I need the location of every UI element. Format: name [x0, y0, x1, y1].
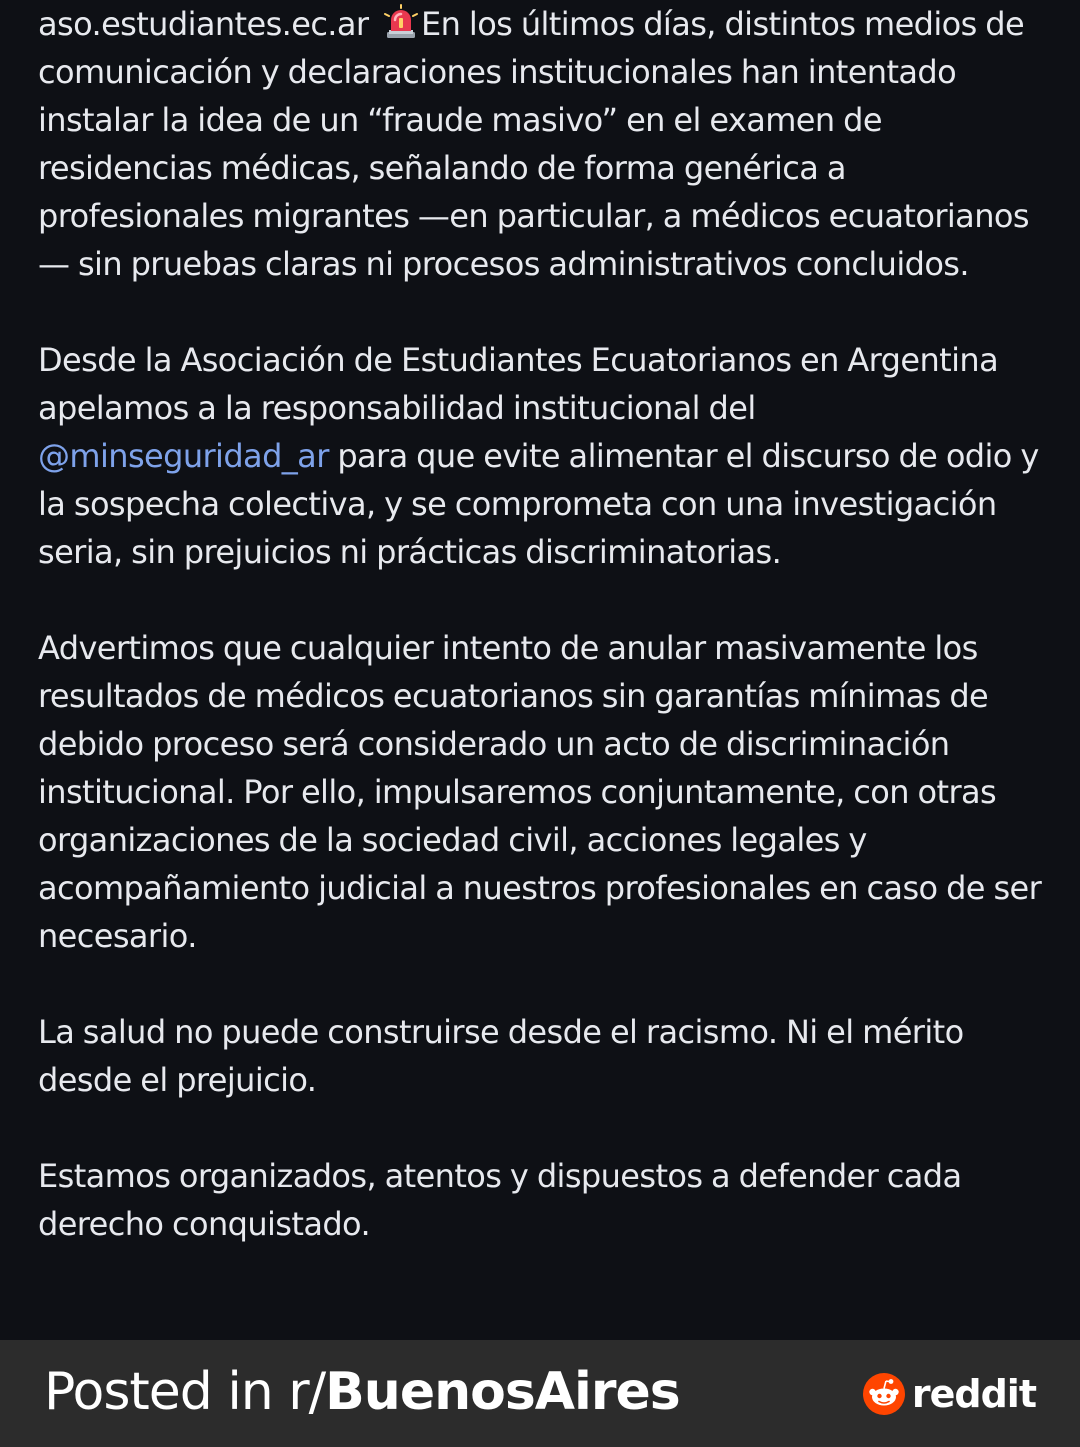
reddit-wordmark: reddit	[911, 1372, 1036, 1416]
paragraph-2-before: Desde la Asociación de Estudiantes Ecuatorianos en Argentina apelamos a la responsabilidad institucional del	[38, 341, 999, 427]
author-username[interactable]: aso.estudiantes.ec.ar	[38, 5, 369, 43]
post-body	[38, 0, 1046, 1248]
post-paragraph-4: La salud no puede construirse desde el racismo. Ni el mérito desde el prejuicio.	[38, 1013, 964, 1099]
posted-prefix: Posted in r/	[44, 1362, 326, 1422]
post-paragraph-2	[38, 336, 1046, 576]
reddit-logo[interactable]	[862, 1370, 1036, 1418]
post-paragraph-5: Estamos organizados, atentos y dispuestos a defender cada derecho conquistado.	[38, 1157, 962, 1243]
subreddit-link[interactable]: BuenosAires	[325, 1362, 680, 1422]
posted-in-label	[44, 1362, 680, 1422]
reddit-snoo-icon	[862, 1372, 906, 1416]
footer-bar	[0, 1340, 1080, 1447]
post-paragraph-1	[38, 0, 1046, 288]
mention-link[interactable]: @minseguridad_ar	[38, 437, 329, 475]
post-paragraph-3: Advertimos que cualquier intento de anular masivamente los resultados de médicos ecuatorianos sin garantías mínimas de debido proceso será considerado un acto de discriminación institucional. Por ello, impulsaremos conjuntamente, con otras organizaciones de la sociedad civil, acciones legales y acompañamiento judicial a nuestros profesionales en caso de ser necesario.	[38, 629, 1042, 955]
paragraph-2-after: para que evite alimentar el discurso de odio y la sospecha colectiva, y se comprometa con una investigación seria, sin prejuicios ni prácticas discriminatorias.	[38, 437, 1039, 571]
paragraph-1-text: En los últimos días, distintos medios de comunicación y declaraciones institucionales han intentado instalar la idea de un “fraude masivo” en el examen de residencias médicas, señalando de forma genérica a profesionales migrantes —en particular, a médicos ecuatorianos— sin pruebas claras ni procesos administrativos concluidos.	[38, 5, 1029, 283]
siren-icon	[383, 4, 419, 40]
